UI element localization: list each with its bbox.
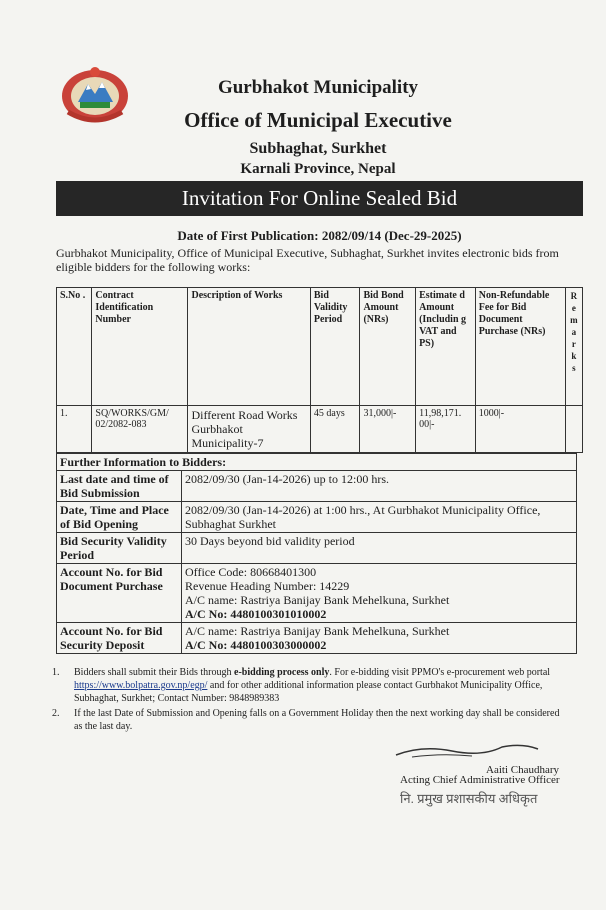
remarks-letter: e xyxy=(571,303,576,313)
intro-paragraph: Gurbhakot Municipality, Office of Municipal Executive, Subhaghat, Surkhet invites electronic bids from eligible bidders for the following works: xyxy=(56,246,559,274)
remarks-letter: r xyxy=(571,339,576,349)
opening-value: 2082/09/30 (Jan-14-2026) at 1:00 hrs., At Gurbhakot Municipality Office, Subhaghat Surkhet xyxy=(182,502,577,533)
header-contract-id: Contract Identification Number xyxy=(92,288,188,406)
note-emphasis: e-bidding process only xyxy=(234,667,330,678)
opening-label: Date, Time and Place of Bid Opening xyxy=(57,502,182,533)
note-text-part: Bidders shall submit their Bids through xyxy=(74,667,234,678)
header-description: Description of Works xyxy=(188,288,310,406)
deposit-account-label: Account No. for Bid Security Deposit xyxy=(57,623,182,654)
remarks-label xyxy=(569,290,579,374)
egp-portal-link[interactable]: https://www.bolpatra.gov.np/egp/ xyxy=(74,680,208,691)
table-row xyxy=(57,406,583,453)
note-text-part: and for other additional information please contact Gurbhakot Municipality Office, Subhaghat, Surkhet; Contact Number: 9848989383 xyxy=(74,680,543,704)
note-number: 1. xyxy=(52,667,60,678)
cell-contract-id: SQ/WORKS/GM/ 02/2082-083 xyxy=(92,406,188,453)
bid-table-header-row xyxy=(57,288,583,406)
cell-remarks xyxy=(565,406,582,453)
remarks-letter: s xyxy=(572,363,576,373)
purchase-account-name: A/C name: Rastriya Banijay Bank Mehelkuna, Surkhet xyxy=(185,593,450,607)
note-text xyxy=(74,666,564,705)
remarks-letter: k xyxy=(571,351,577,361)
office-code: Office Code: 80668401300 xyxy=(185,565,317,579)
office-name: Office of Municipal Executive xyxy=(184,108,452,132)
info-row xyxy=(57,564,577,623)
note-text-part: . For e-bidding visit PPMO's e-procurement web portal xyxy=(329,667,551,678)
purchase-account-label: Account No. for Bid Document Purchase xyxy=(57,564,182,623)
remarks-letter: m xyxy=(570,315,578,325)
official-stamp: नि. प्रमुख प्रशासकीय अधिकृत xyxy=(400,791,538,806)
last-date-label: Last date and time of Bid Submission xyxy=(57,471,182,502)
security-value: 30 Days beyond bid validity period xyxy=(182,533,577,564)
last-date-value: 2082/09/30 (Jan-14-2026) up to 12:00 hrs. xyxy=(182,471,577,502)
cell-bond: 31,000|- xyxy=(360,406,416,453)
cell-validity: 45 days xyxy=(310,406,360,453)
remarks-letter: a xyxy=(571,327,577,337)
deposit-account-name: A/C name: Rastriya Banijay Bank Mehelkuna, Surkhet xyxy=(185,624,450,638)
address-line-1: Subhaghat, Surkhet xyxy=(249,140,387,157)
purchase-account-value xyxy=(182,564,577,623)
signature-scribble xyxy=(392,737,542,763)
cell-fee: 1000|- xyxy=(475,406,565,453)
deposit-account-number: A/C No: 4480100303000002 xyxy=(185,638,327,652)
cell-estimate: 11,98,171. 00|- xyxy=(416,406,476,453)
header-fee: Non-Refundable Fee for Bid Document Purchase (NRs) xyxy=(475,288,565,406)
note-text: If the last Date of Submission and Opening falls on a Government Holiday then the next working day shall be considered as the last day. xyxy=(74,708,560,732)
remarks-letter: R xyxy=(570,291,578,301)
signatory-title: Acting Chief Administrative Officer xyxy=(400,774,560,786)
info-row xyxy=(57,502,577,533)
notice-title-banner: Invitation For Online Sealed Bid xyxy=(56,181,583,216)
header-sno: S.No . xyxy=(57,288,92,406)
note-item xyxy=(52,707,564,733)
bid-table xyxy=(56,287,583,453)
revenue-heading: Revenue Heading Number: 14229 xyxy=(185,579,350,593)
note-number: 2. xyxy=(52,708,60,719)
info-heading: Further Information to Bidders: xyxy=(57,454,577,471)
cell-sno: 1. xyxy=(57,406,92,453)
security-label: Bid Security Validity Period xyxy=(57,533,182,564)
cell-description: Different Road Works Gurbhakot Municipality-7 xyxy=(188,406,310,453)
note-item xyxy=(52,666,564,705)
info-heading-row xyxy=(57,454,577,471)
org-name: Gurbhakot Municipality xyxy=(217,77,419,98)
header-remarks xyxy=(565,288,582,406)
signature-block xyxy=(392,737,562,806)
notes-list xyxy=(52,666,564,735)
deposit-account-value xyxy=(182,623,577,654)
header-estimate: Estimate d Amount (Includin g VAT and PS) xyxy=(416,288,476,406)
info-row xyxy=(57,471,577,502)
publication-date: Date of First Publication: 2082/09/14 (Dec-29-2025) xyxy=(177,228,462,243)
purchase-account-number: A/C No: 4480100301010002 xyxy=(185,607,327,621)
info-row xyxy=(57,623,577,654)
header-validity: Bid Validity Period xyxy=(310,288,360,406)
header-bond: Bid Bond Amount (NRs) xyxy=(360,288,416,406)
signatory-name: Aaiti Chaudhary xyxy=(486,764,560,776)
address-line-2: Karnali Province, Nepal xyxy=(240,161,396,177)
info-row xyxy=(57,533,577,564)
further-info-table xyxy=(56,453,577,654)
